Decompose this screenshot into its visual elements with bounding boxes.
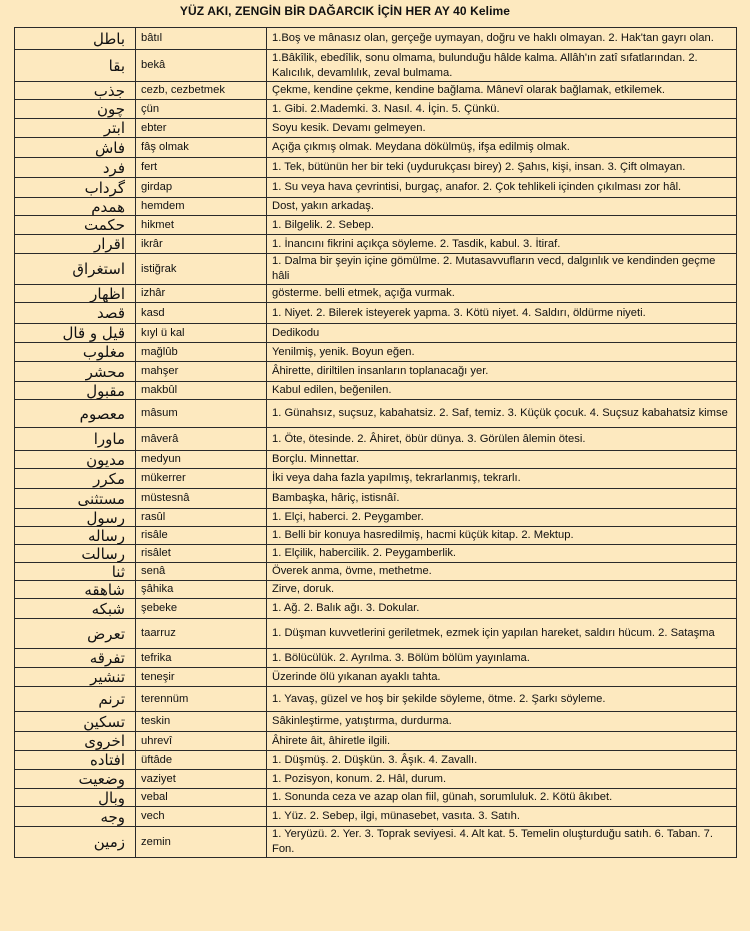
table-row (15, 235, 737, 254)
vocabulary-table-body (15, 28, 737, 858)
word-meaning: 1. Dalma bir şeyin içine gömülme. 2. Mutasavvufların vecd, dalgınlık ve kendinden geçme hâli (267, 254, 737, 285)
word-meaning: 1.Boş ve mânasız olan, gerçeğe uymayan, doğru ve haklı olmayan. 2. Hak'tan gayrı olan. (267, 28, 737, 50)
table-row (15, 489, 737, 509)
word-meaning: 1.Bâkîlik, ebedîlik, sonu olmama, bulunduğu hâlde kalma. Allâh'ın zatî sıfatlarından. 2. Kalıcılık, devamlılık, zeval bulmama. (267, 50, 737, 82)
word-meaning: 1. Niyet. 2. Bilerek isteyerek yapma. 3. Kötü niyet. 4. Saldırı, öldürme niyeti. (267, 303, 737, 324)
arabic-word: ماورا (15, 428, 136, 451)
table-row (15, 687, 737, 712)
table-row (15, 400, 737, 428)
turkish-word: fert (136, 158, 267, 178)
turkish-word: mağlûb (136, 343, 267, 362)
arabic-word: اقرار (15, 235, 136, 254)
table-row (15, 770, 737, 789)
turkish-word: tefrika (136, 649, 267, 668)
table-row (15, 509, 737, 527)
turkish-word: taarruz (136, 619, 267, 649)
table-row (15, 563, 737, 581)
table-row (15, 254, 737, 285)
table-row (15, 599, 737, 619)
turkish-word: hemdem (136, 198, 267, 216)
word-meaning: 1. Yeryüzü. 2. Yer. 3. Toprak seviyesi. 4. Alt kat. 5. Temelin oluşturduğu satıh. 6. Taban. 7. Fon. (267, 827, 737, 858)
arabic-word: باطل (15, 28, 136, 50)
word-meaning: gösterme. belli etmek, açığa vurmak. (267, 285, 737, 303)
word-meaning: 1. Bilgelik. 2. Sebep. (267, 216, 737, 235)
word-meaning: İki veya daha fazla yapılmış, tekrarlanmış, tekrarlı. (267, 469, 737, 489)
turkish-word: ikrâr (136, 235, 267, 254)
turkish-word: terennüm (136, 687, 267, 712)
turkish-word: risâlet (136, 545, 267, 563)
word-meaning: 1. Düşman kuvvetlerini geriletmek, ezmek için yapılan hareket, saldırı hücum. 2. Sataşma (267, 619, 737, 649)
arabic-word: بقا (15, 50, 136, 82)
word-meaning: 1. Pozisyon, konum. 2. Hâl, durum. (267, 770, 737, 789)
word-meaning: Sâkinleştirme, yatıştırma, durdurma. (267, 712, 737, 732)
arabic-word: وضعيت (15, 770, 136, 789)
page-title: YÜZ AKI, ZENGİN BİR DAĞARCIK İÇİN HER AY 40 Kelime (179, 4, 511, 18)
arabic-word: تفرقه (15, 649, 136, 668)
table-row (15, 82, 737, 100)
turkish-word: bâtıl (136, 28, 267, 50)
table-row (15, 649, 737, 668)
word-meaning: Borçlu. Minnettar. (267, 451, 737, 469)
turkish-word: vech (136, 807, 267, 827)
turkish-word: girdap (136, 178, 267, 198)
arabic-word: رساله (15, 527, 136, 545)
turkish-word: rasûl (136, 509, 267, 527)
table-row (15, 285, 737, 303)
arabic-word: گرداب (15, 178, 136, 198)
table-row (15, 751, 737, 770)
arabic-word: افتاده (15, 751, 136, 770)
turkish-word: mükerrer (136, 469, 267, 489)
word-meaning: Överek anma, övme, methetme. (267, 563, 737, 581)
word-meaning: 1. Öte, ötesinde. 2. Âhiret, öbür dünya. 3. Görülen âlemin ötesi. (267, 428, 737, 451)
word-meaning: Bambaşka, hâriç, istisnâî. (267, 489, 737, 509)
turkish-word: mâverâ (136, 428, 267, 451)
turkish-word: kasd (136, 303, 267, 324)
word-meaning: 1. Ağ. 2. Balık ağı. 3. Dokular. (267, 599, 737, 619)
arabic-word: مديون (15, 451, 136, 469)
word-meaning: Yenilmiş, yenik. Boyun eğen. (267, 343, 737, 362)
table-row (15, 451, 737, 469)
word-meaning: 1. İnancını fikrini açıkça söyleme. 2. Tasdik, kabul. 3. İtiraf. (267, 235, 737, 254)
arabic-word: فرد (15, 158, 136, 178)
word-meaning: Açığa çıkmış olmak. Meydana dökülmüş, ifşa edilmiş olmak. (267, 138, 737, 158)
word-meaning: 1. Belli bir konuya hasredilmiş, hacmi küçük kitap. 2. Mektup. (267, 527, 737, 545)
turkish-word: üftâde (136, 751, 267, 770)
table-row (15, 581, 737, 599)
table-row (15, 428, 737, 451)
word-meaning: 1. Yavaş, güzel ve hoş bir şekilde söyleme, ötme. 2. Şarkı söyleme. (267, 687, 737, 712)
word-meaning: 1. Düşmüş. 2. Düşkün. 3. Âşık. 4. Zavallı. (267, 751, 737, 770)
arabic-word: حكمت (15, 216, 136, 235)
word-meaning: 1. Sonunda ceza ve azap olan fiil, günah, sorumluluk. 2. Kötü âkıbet. (267, 789, 737, 807)
table-row (15, 382, 737, 400)
table-row (15, 324, 737, 343)
arabic-word: معصوم (15, 400, 136, 428)
turkish-word: müstesnâ (136, 489, 267, 509)
table-row (15, 469, 737, 489)
turkish-word: cezb, cezbetmek (136, 82, 267, 100)
word-meaning: Âhirete âit, âhiretle ilgili. (267, 732, 737, 751)
turkish-word: medyun (136, 451, 267, 469)
turkish-word: makbûl (136, 382, 267, 400)
turkish-word: teneşir (136, 668, 267, 687)
turkish-word: vaziyet (136, 770, 267, 789)
word-meaning: Çekme, kendine çekme, kendine bağlama. Mânevî olarak bağlamak, etkilemek. (267, 82, 737, 100)
turkish-word: senâ (136, 563, 267, 581)
arabic-word: مستثنى (15, 489, 136, 509)
table-row (15, 527, 737, 545)
arabic-word: چون (15, 100, 136, 119)
turkish-word: bekâ (136, 50, 267, 82)
table-row (15, 178, 737, 198)
table-row (15, 732, 737, 751)
word-meaning: 1. Gibi. 2.Mademki. 3. Nasıl. 4. İçin. 5. Çünkü. (267, 100, 737, 119)
word-meaning: 1. Elçi, haberci. 2. Peygamber. (267, 509, 737, 527)
word-meaning: 1. Tek, bütünün her bir teki (uydurukçası birey) 2. Şahıs, kişi, insan. 3. Çift olmayan. (267, 158, 737, 178)
arabic-word: رسول (15, 509, 136, 527)
table-row (15, 545, 737, 563)
arabic-word: فاش (15, 138, 136, 158)
turkish-word: teskin (136, 712, 267, 732)
arabic-word: قيل و قال (15, 324, 136, 343)
turkish-word: uhrevî (136, 732, 267, 751)
arabic-word: قصد (15, 303, 136, 324)
arabic-word: مكرر (15, 469, 136, 489)
table-row (15, 303, 737, 324)
table-row (15, 216, 737, 235)
table-row (15, 119, 737, 138)
turkish-word: mahşer (136, 362, 267, 382)
table-row (15, 362, 737, 382)
arabic-word: استغراق (15, 254, 136, 285)
turkish-word: ebter (136, 119, 267, 138)
turkish-word: şebeke (136, 599, 267, 619)
arabic-word: همدم (15, 198, 136, 216)
table-row (15, 668, 737, 687)
arabic-word: مغلوب (15, 343, 136, 362)
arabic-word: جذب (15, 82, 136, 100)
table-row (15, 807, 737, 827)
turkish-word: hikmet (136, 216, 267, 235)
turkish-word: vebal (136, 789, 267, 807)
arabic-word: تعرض (15, 619, 136, 649)
arabic-word: شبكه (15, 599, 136, 619)
word-meaning: Âhirette, diriltilen insanların toplanacağı yer. (267, 362, 737, 382)
turkish-word: risâle (136, 527, 267, 545)
word-meaning: Kabul edilen, beğenilen. (267, 382, 737, 400)
word-meaning: Dost, yakın arkadaş. (267, 198, 737, 216)
arabic-word: وبال (15, 789, 136, 807)
table-row (15, 789, 737, 807)
arabic-word: وجه (15, 807, 136, 827)
word-meaning: 1. Yüz. 2. Sebep, ilgi, münasebet, vasıta. 3. Satıh. (267, 807, 737, 827)
arabic-word: تنشير (15, 668, 136, 687)
table-row (15, 28, 737, 50)
arabic-word: اظهار (15, 285, 136, 303)
vocabulary-table (14, 27, 737, 858)
turkish-word: şâhika (136, 581, 267, 599)
arabic-word: ابتر (15, 119, 136, 138)
table-row (15, 619, 737, 649)
word-meaning: Üzerinde ölü yıkanan ayaklı tahta. (267, 668, 737, 687)
word-meaning: Soyu kesik. Devamı gelmeyen. (267, 119, 737, 138)
arabic-word: اخروى (15, 732, 136, 751)
turkish-word: izhâr (136, 285, 267, 303)
turkish-word: zemin (136, 827, 267, 858)
table-row (15, 100, 737, 119)
word-meaning: Dedikodu (267, 324, 737, 343)
table-row (15, 50, 737, 82)
table-row (15, 198, 737, 216)
turkish-word: istiğrak (136, 254, 267, 285)
turkish-word: çün (136, 100, 267, 119)
turkish-word: mâsum (136, 400, 267, 428)
word-meaning: 1. Bölücülük. 2. Ayrılma. 3. Bölüm bölüm yayınlama. (267, 649, 737, 668)
arabic-word: مقبول (15, 382, 136, 400)
arabic-word: رسالت (15, 545, 136, 563)
word-meaning: 1. Su veya hava çevrintisi, burgaç, anafor. 2. Çok tehlikeli içinden çıkılması zor hâl. (267, 178, 737, 198)
arabic-word: ترنم (15, 687, 136, 712)
table-row (15, 138, 737, 158)
arabic-word: ثنا (15, 563, 136, 581)
table-row (15, 827, 737, 858)
table-row (15, 158, 737, 178)
word-meaning: 1. Elçilik, habercilik. 2. Peygamberlik. (267, 545, 737, 563)
word-meaning: Zirve, doruk. (267, 581, 737, 599)
arabic-word: شاهقه (15, 581, 136, 599)
turkish-word: fâş olmak (136, 138, 267, 158)
turkish-word: kıyl ü kal (136, 324, 267, 343)
arabic-word: تسكين (15, 712, 136, 732)
arabic-word: زمين (15, 827, 136, 858)
word-meaning: 1. Günahsız, suçsuz, kabahatsiz. 2. Saf, temiz. 3. Küçük çocuk. 4. Suçsuz kabahatsiz kimse (267, 400, 737, 428)
table-row (15, 343, 737, 362)
table-row (15, 712, 737, 732)
arabic-word: محشر (15, 362, 136, 382)
